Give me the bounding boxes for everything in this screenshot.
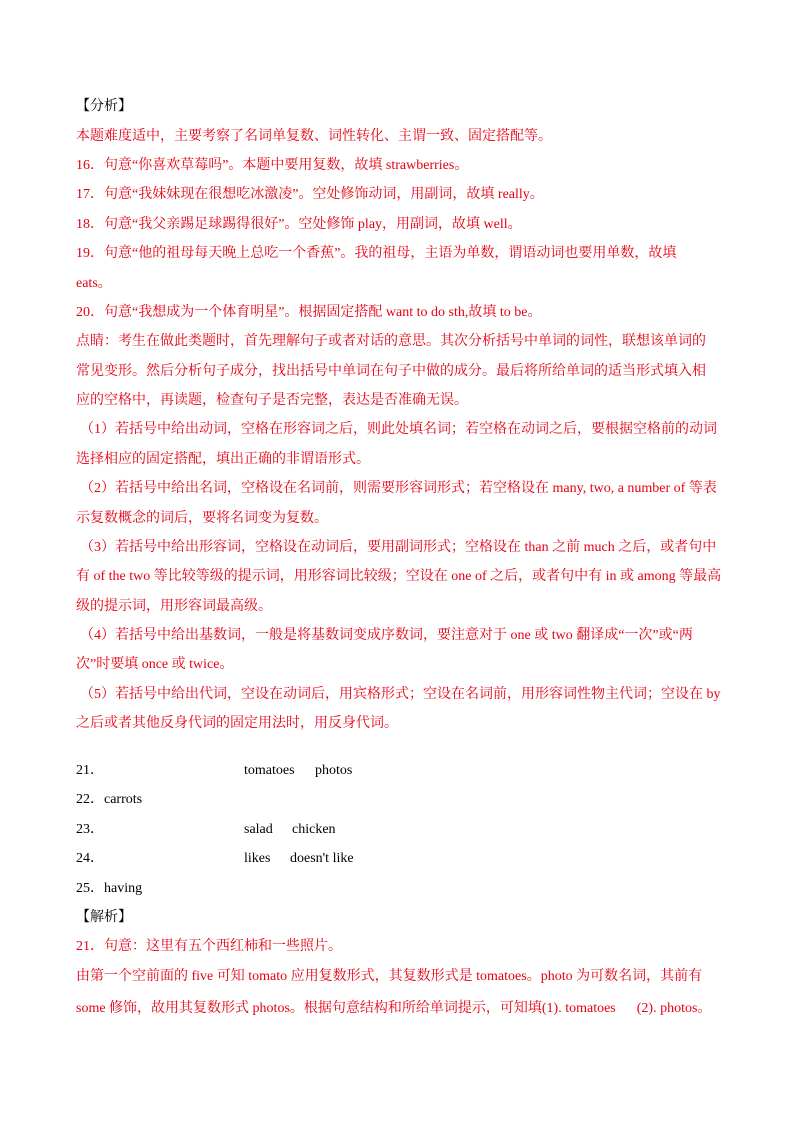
explanation-heading: 【解析】 — [76, 910, 132, 925]
rule-3-line2: 有 of the two 等比较等级的提示词，用形容词比较级；空设在 one of 之后，或者句中有 in 或 among 等最高 — [76, 569, 722, 584]
tip-line2: 常见变形。然后分析句子成分，找出括号中单词在句子中做的成分。最后将所给单词的适当形式填入相 — [76, 364, 706, 379]
rule-5-line2: 之后或者其他反身代词的固定用法时，用反身代词。 — [76, 716, 398, 731]
analysis-summary: 本题难度适中，主要考察了名词单复数、词性转化、主谓一致、固定搭配等。 — [76, 129, 552, 144]
explanation-19-line1: 19．句意“他的祖母每天晚上总吃一个香蕉”。我的祖母，主语为单数，谓语动词也要用单数，故填 — [76, 246, 677, 261]
tip-line1: 点睛：考生在做此类题时，首先理解句子或者对话的意思。其次分析括号中单词的词性，联想该单词的 — [76, 334, 706, 349]
answer-number: 24． — [76, 851, 104, 866]
explanation-20: 20．句意“我想成为一个体育明星”。根据固定搭配 want to do sth,故填 to be。 — [76, 305, 542, 320]
answer-blank-1: tomatoes — [244, 763, 295, 778]
rule-4-line1: （4）若括号中给出基数词，一般是将基数词变成序数词，要注意对于 one 或 two 翻译成“一次”或“两 — [80, 628, 693, 643]
answer-row — [76, 762, 740, 780]
explanation-21-line2: some 修饰，故用其复数形式 photos。根据句意结构和所给单词提示，可知填(1). tomatoes (2). photos。 — [76, 1001, 712, 1016]
answer-number: 21． — [76, 763, 104, 778]
rule-3-line3: 级的提示词，用形容词最高级。 — [76, 599, 272, 614]
rule-4-line2: 次”时要填 once 或 twice。 — [76, 657, 234, 672]
rule-1-line1: （1）若括号中给出动词，空格在形容词之后，则此处填名词；若空格在动词之后，要根据空格前的动词 — [80, 422, 717, 437]
answer-row — [76, 850, 740, 868]
answer-row — [76, 821, 740, 839]
answer-blank-2: photos — [315, 763, 353, 778]
answer-number: 25．having — [76, 881, 143, 896]
explanation-21-line1: 由第一个空前面的 five 可知 tomato 应用复数形式，其复数形式是 tomatoes。photo 为可数名词，其前有 — [76, 969, 703, 984]
answer-row — [76, 880, 740, 898]
answer-number: 23． — [76, 822, 104, 837]
analysis-heading: 【分析】 — [76, 99, 132, 114]
rule-2-line1: （2）若括号中给出名词，空格设在名词前，则需要形容词形式；若空格设在 many, two, a number of 等表 — [80, 481, 717, 496]
explanation-18: 18．句意“我父亲踢足球踢得很好”。空处修饰 play，用副词，故填 well。 — [76, 217, 522, 232]
rule-5-line1: （5）若括号中给出代词，空设在动词后，用宾格形式；空设在名词前，用形容词性物主代词；空设在 by — [80, 687, 721, 702]
explanation-19-line2: eats。 — [76, 276, 112, 291]
answer-blank-2: doesn't like — [290, 851, 354, 866]
answer-row — [76, 791, 740, 809]
explanation-21: 21．句意：这里有五个西红柿和一些照片。 — [76, 939, 342, 954]
tip-line3: 应的空格中，再读题，检查句子是否完整，表达是否准确无误。 — [76, 393, 468, 408]
answer-blank-1: salad — [244, 822, 273, 837]
answer-number: 22．carrots — [76, 792, 143, 807]
explanation-16: 16．句意“你喜欢草莓吗”。本题中要用复数，故填 strawberries。 — [76, 158, 469, 173]
answer-blank-2: chicken — [292, 822, 336, 837]
answer-blank-1: likes — [244, 851, 271, 866]
rule-1-line2: 选择相应的固定搭配，填出正确的非谓语形式。 — [76, 452, 370, 467]
rule-2-line2: 示复数概念的词后，要将名词变为复数。 — [76, 511, 328, 526]
rule-3-line1: （3）若括号中给出形容词，空格设在动词后，要用副词形式；空格设在 than 之前 much 之后，或者句中 — [80, 540, 717, 555]
explanation-17: 17．句意“我妹妹现在很想吃冰激凌”。空处修饰动词，用副词，故填 really。 — [76, 187, 544, 202]
